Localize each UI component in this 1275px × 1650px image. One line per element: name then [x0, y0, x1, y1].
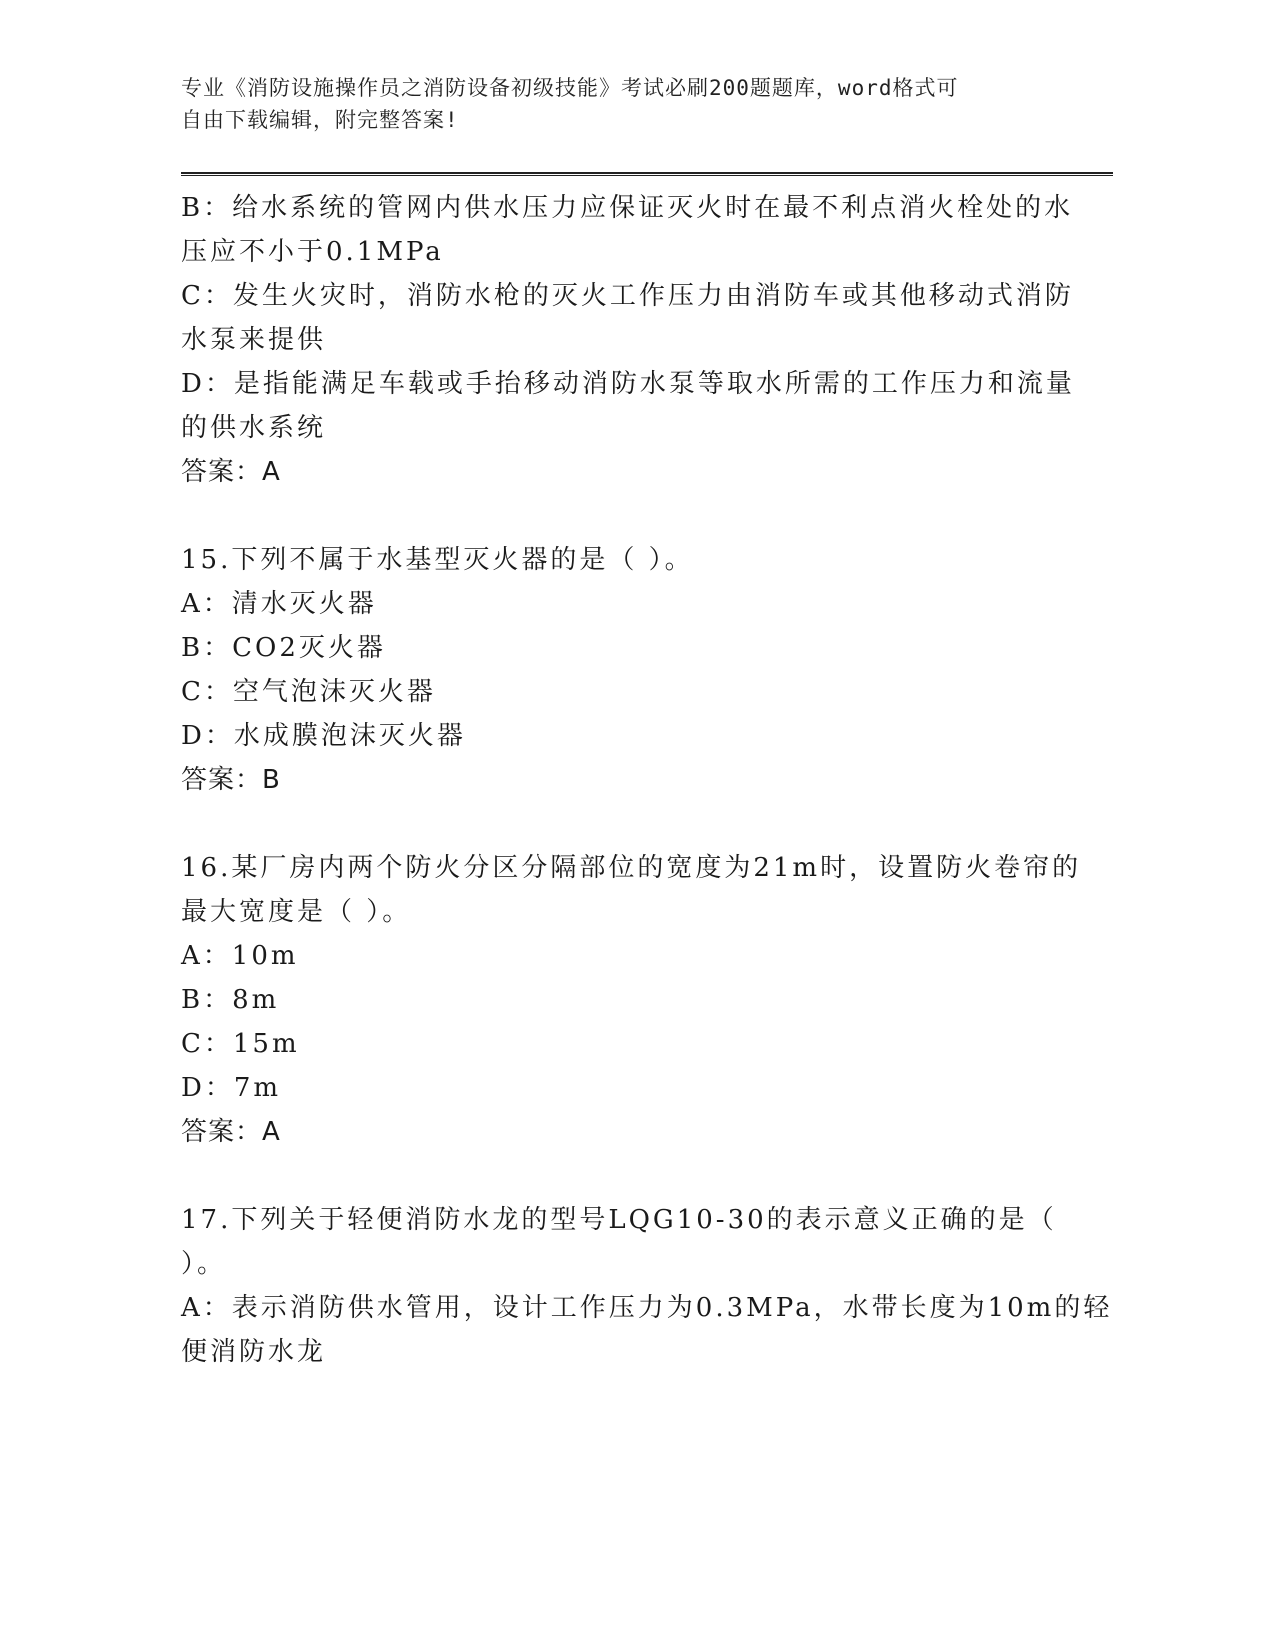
question-16 [181, 846, 1082, 1154]
q16-option-c: C：15m [181, 1029, 300, 1059]
question-15 [181, 538, 1061, 802]
q16-question-line-2: 最大宽度是（ ）。 [181, 897, 412, 927]
spacer [181, 802, 1061, 846]
q14-option-c-line-1: C：发生火灾时，消防水枪的灭火工作压力由消防车或其他移动式消防 [181, 281, 1074, 311]
spacer [181, 1154, 1061, 1198]
q17-question-line-2: ）。 [181, 1249, 227, 1279]
spacer [181, 494, 1061, 538]
header-title-line-1: 专业《消防设施操作员之消防设备初级技能》考试必刷200题题库，word格式可 [181, 76, 959, 100]
q16-question-line-1: 16.某厂房内两个防火分区分隔部位的宽度为21m时，设置防火卷帘的 [181, 853, 1082, 883]
q16-option-d: D：7m [181, 1073, 282, 1103]
q15-option-a: A：清水灭火器 [181, 589, 377, 619]
q14-option-d-line-1: D：是指能满足车载或手抬移动消防水泵等取水所需的工作压力和流量 [181, 369, 1075, 399]
q14-option-d-line-2: 的供水系统 [181, 413, 327, 443]
question-content [181, 186, 1113, 1374]
q15-answer: 答案：B [181, 765, 281, 795]
q14-answer: 答案：A [181, 457, 281, 487]
question-14-continued [181, 186, 1075, 494]
header-divider [181, 172, 1113, 176]
q16-option-b: B：8m [181, 985, 280, 1015]
q17-option-a-line-2: 便消防水龙 [181, 1337, 327, 1367]
q16-option-a: A：10m [181, 941, 299, 971]
q17-option-a-line-1: A：表示消防供水管用，设计工作压力为0.3MPa，水带长度为10m的轻 [181, 1293, 1113, 1323]
q17-question-line-1: 17.下列关于轻便消防水龙的型号LQG10-30的表示意义正确的是（ [181, 1205, 1057, 1235]
q14-option-c-line-2: 水泵来提供 [181, 325, 327, 355]
q15-option-d: D：水成膜泡沫灭火器 [181, 721, 466, 751]
header-title-line-2: 自由下载编辑，附完整答案! [181, 108, 459, 132]
q15-option-b: B：CO2灭火器 [181, 633, 386, 663]
q15-question: 15.下列不属于水基型灭火器的是（ ）。 [181, 545, 694, 575]
q16-answer: 答案：A [181, 1117, 281, 1147]
document-header [181, 72, 1061, 136]
q14-option-b-line-1: B：给水系统的管网内供水压力应保证灭火时在最不利点消火栓处的水 [181, 193, 1074, 223]
question-17 [181, 1198, 1113, 1374]
q15-option-c: C：空气泡沫灭火器 [181, 677, 436, 707]
q14-option-b-line-2: 压应不小于0.1MPa [181, 237, 444, 267]
